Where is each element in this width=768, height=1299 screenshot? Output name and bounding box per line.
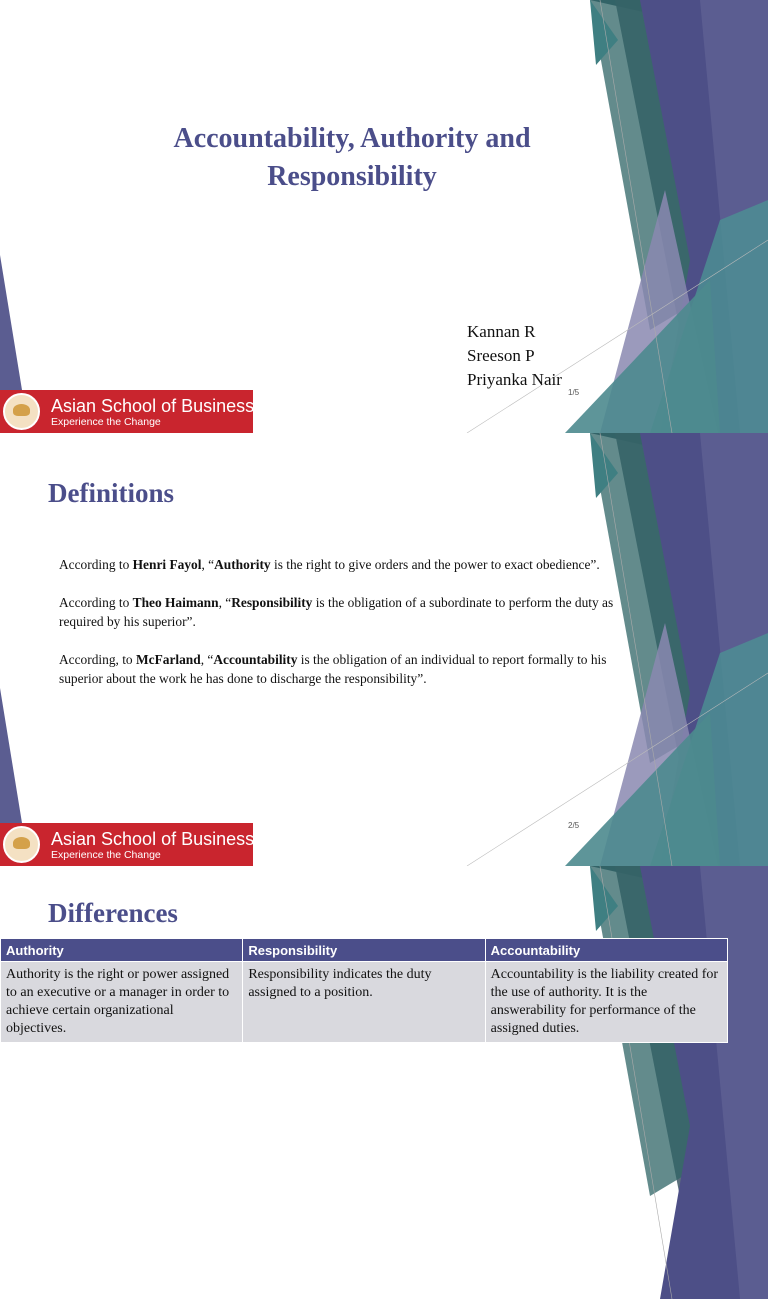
slide-3 bbox=[0, 866, 768, 1036]
slide-2 bbox=[0, 433, 768, 866]
definition-item: According, to McFarland, “Accountability is the obligation of an individual to report formally to his superior about the work he has done to discharge the responsibility”. bbox=[59, 652, 607, 686]
logo-name: Asian School of Business bbox=[51, 396, 255, 416]
slide-heading: Differences bbox=[48, 898, 178, 928]
column-header: Authority bbox=[1, 939, 243, 962]
table-cell: Responsibility indicates the duty assigned to a position. bbox=[243, 962, 485, 1043]
table-cell: Accountability is the liability created for the use of authority. It is the answerability for performance of the assigned duties. bbox=[485, 962, 727, 1043]
definitions-list bbox=[59, 555, 629, 707]
table-cell: Authority is the right or power assigned to an executive or a manager in order to achieve certain organizational objectives. bbox=[1, 962, 243, 1043]
differences-table bbox=[0, 938, 728, 1043]
presentation-title: Accountability, Authority and Responsibility bbox=[173, 123, 531, 192]
table-row bbox=[1, 962, 728, 1043]
logo-name: Asian School of Business bbox=[51, 829, 255, 849]
school-logo bbox=[0, 390, 253, 433]
author-name: Priyanka Nair bbox=[467, 370, 562, 389]
school-logo bbox=[0, 823, 253, 866]
logo-tagline: Experience the Change bbox=[51, 416, 161, 428]
table-header-row bbox=[1, 939, 728, 962]
author-list bbox=[467, 320, 562, 392]
page-number: 2/5 bbox=[568, 821, 580, 830]
school-seal-icon bbox=[3, 393, 40, 430]
logo-tagline: Experience the Change bbox=[51, 849, 161, 861]
definition-item: According to Theo Haimann, “Responsibility is the obligation of a subordinate to perform the duty as required by his superior”. bbox=[59, 595, 614, 629]
column-header: Accountability bbox=[485, 939, 727, 962]
slide-heading: Definitions bbox=[48, 478, 175, 508]
school-seal-icon bbox=[3, 826, 40, 863]
decorative-shapes bbox=[0, 0, 768, 433]
definition-item: According to Henri Fayol, “Authority is the right to give orders and the power to exact obedience”. bbox=[59, 557, 600, 572]
slide-1 bbox=[0, 0, 768, 433]
page-number: 1/5 bbox=[568, 388, 580, 397]
author-name: Kannan R bbox=[467, 322, 536, 341]
decorative-shapes bbox=[0, 866, 768, 1299]
author-name: Sreeson P bbox=[467, 346, 535, 365]
column-header: Responsibility bbox=[243, 939, 485, 962]
